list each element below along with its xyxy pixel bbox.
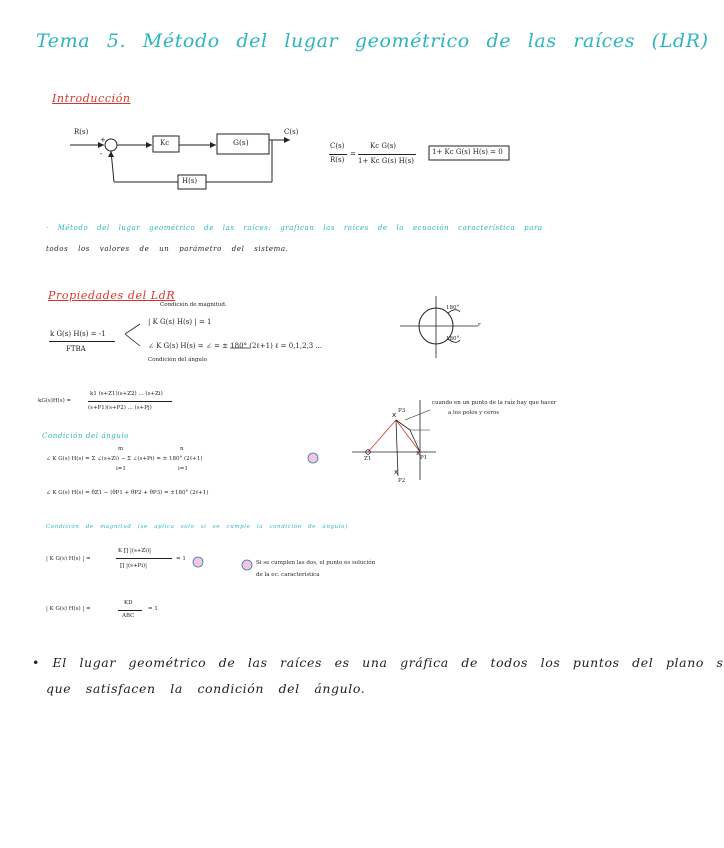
kgh-lhs: kG(s)H(s) =	[38, 398, 72, 404]
sum1-bot: i=1	[116, 466, 126, 472]
intro-bullet-line2: todos los valores de un parámetro del sistema.	[46, 245, 289, 253]
kgh-den: (s+P1)(s+P2) ... (s+Pj)	[88, 405, 152, 411]
point-p3: P3	[398, 408, 406, 414]
svg-text:x: x	[416, 449, 421, 457]
tf-den-lhs: R(s)	[330, 156, 345, 164]
mag-rhs2: = 1	[148, 606, 158, 612]
page-title: Tema 5. Método del lugar geométrico de las raíces (LdR)	[36, 30, 709, 52]
mag-lhs: | K G(s) H(s) | =	[46, 556, 91, 562]
polar-r: r	[478, 322, 481, 328]
props-heading: Propiedades del LdR	[48, 289, 176, 302]
mag-rhs: = 1	[176, 556, 186, 562]
angle-eq1: ∠ K G(s) H(s) = Σ ∠(s+Zi) − Σ ∠(s+Pi) = ± 180° (2ℓ+1)	[46, 456, 203, 462]
mag-note-a: Si se cumplen las dos, el punto es solución	[256, 560, 376, 566]
magnitude-heading: Condición de magnitud (se aplica solo si se cumple la condición de ángulo)	[46, 524, 348, 530]
mag-lhs2: | K G(s) H(s) | =	[46, 606, 91, 612]
ftba: FTBA	[66, 345, 86, 353]
angle-annotation-b: a los polos y ceros	[448, 410, 500, 416]
cond-ang-label: Condición del ángulo	[148, 357, 208, 363]
mag-den: ∏ |(s+Pi)|	[120, 563, 148, 569]
main-eq: k G(s) H(s) = -1	[50, 330, 106, 338]
mag-num: K ∏ |(s+Zi)|	[118, 548, 151, 554]
char-eq-box: 1+ Kc G(s) H(s) = 0	[432, 148, 503, 156]
intro-bullet-line1: · Método del lugar geométrico de las raíces: grafican las raíces de la ecuación característica para	[46, 224, 543, 232]
point-p2: P2	[398, 478, 406, 484]
angle-heading: Condición del ángulo	[42, 432, 130, 440]
intro-heading: Introducción	[52, 92, 131, 105]
sum2-top: n	[180, 446, 184, 452]
block-kc: Kc	[160, 139, 170, 147]
svg-text:x: x	[394, 468, 399, 476]
svg-text:x: x	[392, 411, 397, 419]
sum2-bot: i=1	[178, 466, 188, 472]
angle-eq2: ∠ K G(s) H(s) = θZ1 − (θP1 + θP2 + θP3) = ±180° (2ℓ+1)	[46, 490, 209, 496]
input-label: R(s)	[74, 128, 89, 136]
mag-eq: | K G(s) H(s) | = 1	[148, 318, 212, 326]
tf-num-lhs: C(s)	[330, 142, 345, 150]
tf-num-rhs: Kc G(s)	[370, 142, 397, 150]
final-line2: que satisfacen la condición del ángulo.	[46, 681, 366, 696]
mag-den2: ABC	[122, 613, 135, 619]
tf-den-rhs: 1+ Kc G(s) H(s)	[358, 157, 414, 165]
point-z1: Z1	[364, 456, 372, 462]
sum-plus: +	[100, 136, 106, 144]
kgh-num: k1 (s+Z1)(s+Z2) ... (s+Zi)	[90, 391, 163, 397]
polar-top: 180°	[446, 305, 460, 311]
output-label: C(s)	[284, 128, 299, 136]
block-g: G(s)	[233, 138, 249, 147]
cond-mag-label: Condición de magnitud.	[160, 302, 227, 308]
polar-bottom: 180°	[446, 336, 460, 342]
sum-minus: -	[100, 150, 103, 158]
mag-note-b: de la ec. característica	[256, 572, 320, 578]
angle-annotation: cuando en un punto de la raíz hay que hacer	[432, 400, 557, 406]
block-h: H(s)	[182, 177, 198, 185]
point-p1: P1	[420, 455, 428, 461]
sum1-top: m	[118, 446, 124, 452]
ang-eq: ∠ K G(s) H(s) = ∠ = ± 180° (2ℓ+1) ℓ = 0,1,2,3 ...	[148, 342, 323, 350]
mag-num2: KD	[124, 600, 133, 606]
final-line1: • El lugar geométrico de las raíces es una gráfica de todos los puntos del plano s	[32, 655, 724, 670]
